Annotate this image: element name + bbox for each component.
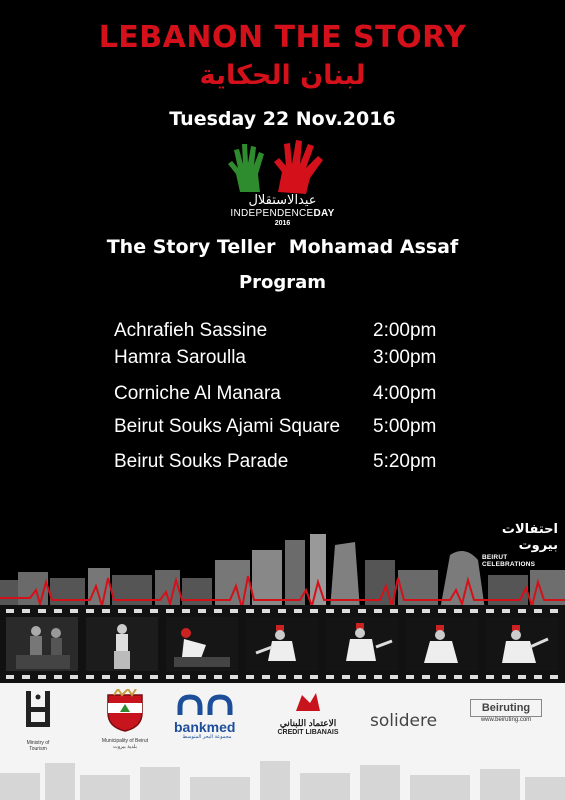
solidere-logo: solidere bbox=[370, 711, 438, 731]
independence-day-arabic: عيدالاستقلال bbox=[248, 193, 317, 208]
program-row bbox=[0, 416, 565, 446]
event-date: Tuesday 22 Nov.2016 bbox=[169, 108, 396, 130]
green-hand-icon bbox=[228, 144, 264, 192]
film-strip bbox=[0, 605, 565, 683]
ministry-caption: Ministry of Tourism bbox=[26, 740, 50, 752]
program-time: 2:00pm bbox=[373, 320, 437, 341]
credit-libanais-english: CREDIT LIBANAIS bbox=[277, 729, 339, 736]
beiruting-logo bbox=[470, 699, 542, 739]
poster-title-arabic: لبنان الحكاية bbox=[199, 60, 366, 91]
bankmed-wordmark: bankmed bbox=[174, 719, 236, 735]
film-frame bbox=[406, 617, 478, 671]
poster-title: LEBANON THE STORY bbox=[98, 20, 467, 55]
beirut-skyline-image bbox=[0, 520, 565, 610]
beiruting-url: www.beiruting.com bbox=[480, 717, 532, 723]
day-label: DAY bbox=[313, 208, 335, 219]
film-frame bbox=[86, 617, 158, 671]
program-row bbox=[0, 383, 565, 413]
program-row bbox=[0, 347, 565, 377]
sponsors-bar bbox=[0, 683, 565, 800]
program-heading: Program bbox=[238, 272, 327, 293]
municipality-caption-arabic: بلدية بيروت bbox=[113, 744, 137, 750]
performer-image bbox=[246, 617, 318, 671]
performer-image bbox=[6, 617, 78, 671]
beirut-celebrations-arabic: احتفالات بيروت bbox=[501, 522, 558, 553]
film-frame bbox=[166, 617, 238, 671]
program-place: Beirut Souks Ajami Square bbox=[114, 416, 341, 437]
performer-image bbox=[326, 617, 398, 671]
credit-libanais-icon bbox=[266, 691, 350, 713]
film-frame bbox=[6, 617, 78, 671]
program-place: Corniche Al Manara bbox=[114, 383, 281, 404]
beirut-celebrations-english: BEIRUT CELEBRATIONS bbox=[482, 554, 536, 568]
program-place: Beirut Souks Parade bbox=[114, 451, 289, 472]
beiruting-wordmark: Beiruting bbox=[470, 699, 542, 717]
credit-libanais-arabic: الاعتماد اللبناني bbox=[279, 718, 337, 728]
municipality-caption: Municipality of Beirut bbox=[101, 738, 149, 744]
performer-image bbox=[406, 617, 478, 671]
beirut-celebrations-logo bbox=[482, 522, 558, 566]
film-frame bbox=[486, 617, 558, 671]
storyteller-heading: The Story Teller Mohamad Assaf bbox=[106, 236, 459, 258]
independence-year: 2016 bbox=[274, 220, 291, 227]
film-holes-top bbox=[0, 607, 565, 615]
bankmed-arabic: مجموعة البحر المتوسط bbox=[182, 734, 232, 740]
credit-libanais-logo bbox=[266, 691, 350, 741]
film-frame bbox=[326, 617, 398, 671]
program-row bbox=[0, 320, 565, 350]
program-place: Achrafieh Sassine bbox=[114, 320, 268, 341]
red-hand-icon bbox=[274, 140, 323, 194]
program-time: 3:00pm bbox=[373, 347, 437, 368]
program-time: 5:20pm bbox=[373, 451, 437, 472]
hands-logo bbox=[226, 134, 336, 196]
bankmed-logo bbox=[174, 693, 240, 739]
performer-image bbox=[166, 617, 238, 671]
ministry-emblem-icon bbox=[18, 687, 58, 735]
ministry-of-tourism-logo bbox=[18, 687, 58, 752]
program-row bbox=[0, 451, 565, 481]
program-time: 4:00pm bbox=[373, 383, 437, 404]
program-time: 5:00pm bbox=[373, 416, 437, 437]
program-place: Hamra Saroulla bbox=[114, 347, 246, 368]
bankmed-arches-icon bbox=[174, 693, 240, 715]
performer-image bbox=[486, 617, 558, 671]
film-frame bbox=[246, 617, 318, 671]
independence-label: INDEPENDENCE bbox=[230, 208, 314, 219]
independence-day-label bbox=[0, 208, 565, 219]
municipality-of-beirut-logo bbox=[100, 689, 150, 759]
municipality-shield-icon bbox=[100, 689, 150, 733]
faded-skyline-image bbox=[0, 753, 565, 800]
performer-image bbox=[86, 617, 158, 671]
film-holes-bottom bbox=[0, 673, 565, 681]
